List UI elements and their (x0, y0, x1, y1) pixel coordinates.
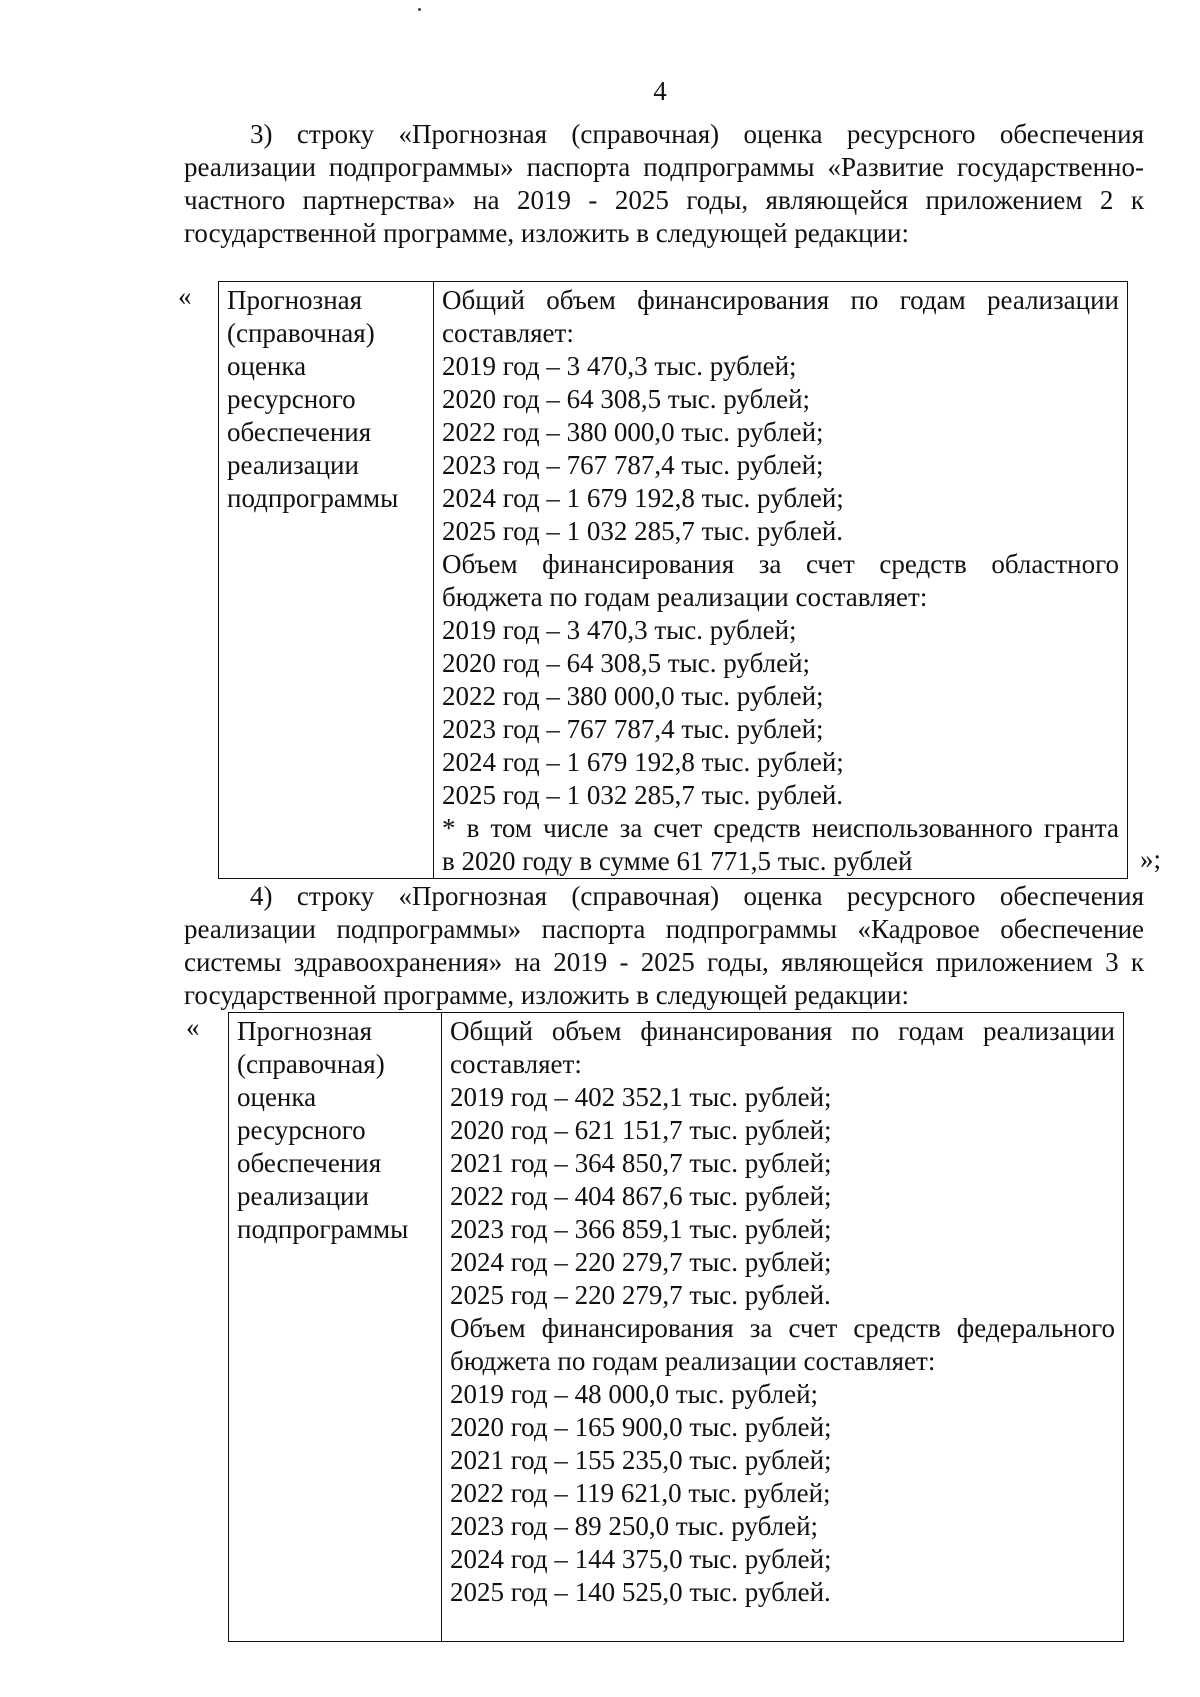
table-1-content-line: 2020 год – 64 308,5 тыс. рублей; (442, 648, 811, 678)
table-1-content-line: 2024 год – 1 679 192,8 тыс. рублей; (442, 747, 844, 777)
table-1-label-line: оценка (227, 351, 307, 381)
table-1-content-line: 2022 год – 380 000,0 тыс. рублей; (442, 417, 824, 447)
table-2-label-line: обеспечения (237, 1148, 382, 1178)
table-1-label-lines (227, 284, 425, 515)
resource-table-staffing (228, 1012, 1124, 1642)
scan-speck (418, 8, 421, 11)
table-1-content-line: 2024 год – 1 679 192,8 тыс. рублей; (442, 483, 844, 513)
table-2-content-line: 2022 год – 404 867,6 тыс. рублей; (450, 1181, 832, 1211)
table-2-content-cell (442, 1013, 1124, 1642)
table-1-content-line: Общий объем финансирования по годам реализации (442, 285, 1119, 315)
table-1-content-line: 2020 год – 64 308,5 тыс. рублей; (442, 384, 811, 414)
table-2-open-quote: « (186, 1012, 200, 1042)
table-1-content-line: составляет: (442, 318, 574, 348)
table-2-label-line: (справочная) (237, 1049, 385, 1079)
table-2-content-line: 2025 год – 140 525,0 тыс. рублей. (450, 1577, 831, 1607)
table-1-content-line: 2023 год – 767 787,4 тыс. рублей; (442, 714, 824, 744)
table-1-content-line: 2019 год – 3 470,3 тыс. рублей; (442, 615, 797, 645)
table-1-content-line: бюджета по годам реализации составляет: (442, 582, 928, 612)
table-1-content-line: 2022 год – 380 000,0 тыс. рублей; (442, 681, 824, 711)
resource-table-ppp (218, 281, 1128, 879)
section-3-text: 3) строку «Прогнозная (справочная) оценка ресурсного обеспечения реализации подпрограммы» паспорта подпрограммы «Развитие государственно-частного партнерства» на 2019 - 2025 годы, являющейся приложением 2 к государственной программе, изложить в следующей редакции: (184, 119, 1144, 248)
section-4-text: 4) строку «Прогнозная (справочная) оценка ресурсного обеспечения реализации подпрограммы» паспорта подпрограммы «Кадровое обеспечение системы здравоохранения» на 2019 - 2025 годы, являющейся приложением 3 к государственной программе, изложить в следующей редакции: (184, 881, 1144, 1010)
table-1-label-line: обеспечения (227, 417, 372, 447)
table-2-content-line: 2019 год – 48 000,0 тыс. рублей; (450, 1379, 819, 1409)
table-1-label-line: Прогнозная (227, 285, 363, 315)
table-1-label-cell (219, 282, 434, 879)
table-1-label-line: реализации (227, 450, 359, 480)
table-1-open-quote: « (178, 281, 192, 311)
section-3-paragraph (184, 118, 1144, 250)
table-2-content-line: 2019 год – 402 352,1 тыс. рублей; (450, 1082, 832, 1112)
table-2-content-line: Общий объем финансирования по годам реализации (450, 1016, 1115, 1046)
table-1-label-line: (справочная) (227, 318, 375, 348)
table-1-label-line: подпрограммы (227, 483, 399, 513)
table-2-content-line: 2022 год – 119 621,0 тыс. рублей; (450, 1478, 831, 1508)
table-2-content-line: составляет: (450, 1049, 582, 1079)
table-2-content-line: 2023 год – 366 859,1 тыс. рублей; (450, 1214, 832, 1244)
table-1-content-line: 2023 год – 767 787,4 тыс. рублей; (442, 450, 824, 480)
table-2-content-lines (450, 1015, 1115, 1609)
table-1-close-quote: »; (1140, 844, 1162, 874)
table-2-label-lines (237, 1015, 433, 1246)
table-2-content-line: 2020 год – 621 151,7 тыс. рублей; (450, 1115, 832, 1145)
table-1-content-lines (442, 284, 1119, 878)
table-2-content-line: 2024 год – 220 279,7 тыс. рублей; (450, 1247, 832, 1277)
table-1-content-line: 2019 год – 3 470,3 тыс. рублей; (442, 351, 797, 381)
table-1-content-line: * в том числе за счет средств неиспользованного гранта (442, 813, 1119, 843)
table-2-label-line: реализации (237, 1181, 369, 1211)
table-2-content-line: Объем финансирования за счет средств федерального (450, 1313, 1115, 1343)
table-1-label-line: ресурсного (227, 384, 356, 414)
table-1-content-cell (434, 282, 1128, 879)
table-2-content-line: 2023 год – 89 250,0 тыс. рублей; (450, 1511, 819, 1541)
page-number: 4 (653, 76, 667, 106)
table-2-label-line: ресурсного (237, 1115, 366, 1145)
table-1-content-line: 2025 год – 1 032 285,7 тыс. рублей. (442, 780, 844, 810)
table-2-content-line: бюджета по годам реализации составляет: (450, 1346, 936, 1376)
table-2-content-line: 2021 год – 364 850,7 тыс. рублей; (450, 1148, 832, 1178)
table-2-label-line: Прогнозная (237, 1016, 373, 1046)
table-2-content-line: 2025 год – 220 279,7 тыс. рублей. (450, 1280, 831, 1310)
table-2-label-line: оценка (237, 1082, 317, 1112)
table-2-content-line: 2021 год – 155 235,0 тыс. рублей; (450, 1445, 832, 1475)
table-2-content-line: 2024 год – 144 375,0 тыс. рублей; (450, 1544, 832, 1574)
section-4-paragraph (184, 880, 1144, 1012)
table-2-content-line: 2020 год – 165 900,0 тыс. рублей; (450, 1412, 832, 1442)
table-2-label-line: подпрограммы (237, 1214, 409, 1244)
table-1-content-line: 2025 год – 1 032 285,7 тыс. рублей. (442, 516, 844, 546)
table-1-content-line: в 2020 году в сумме 61 771,5 тыс. рублей (442, 846, 913, 876)
table-1-content-line: Объем финансирования за счет средств областного (442, 549, 1119, 579)
table-2-label-cell (229, 1013, 442, 1642)
